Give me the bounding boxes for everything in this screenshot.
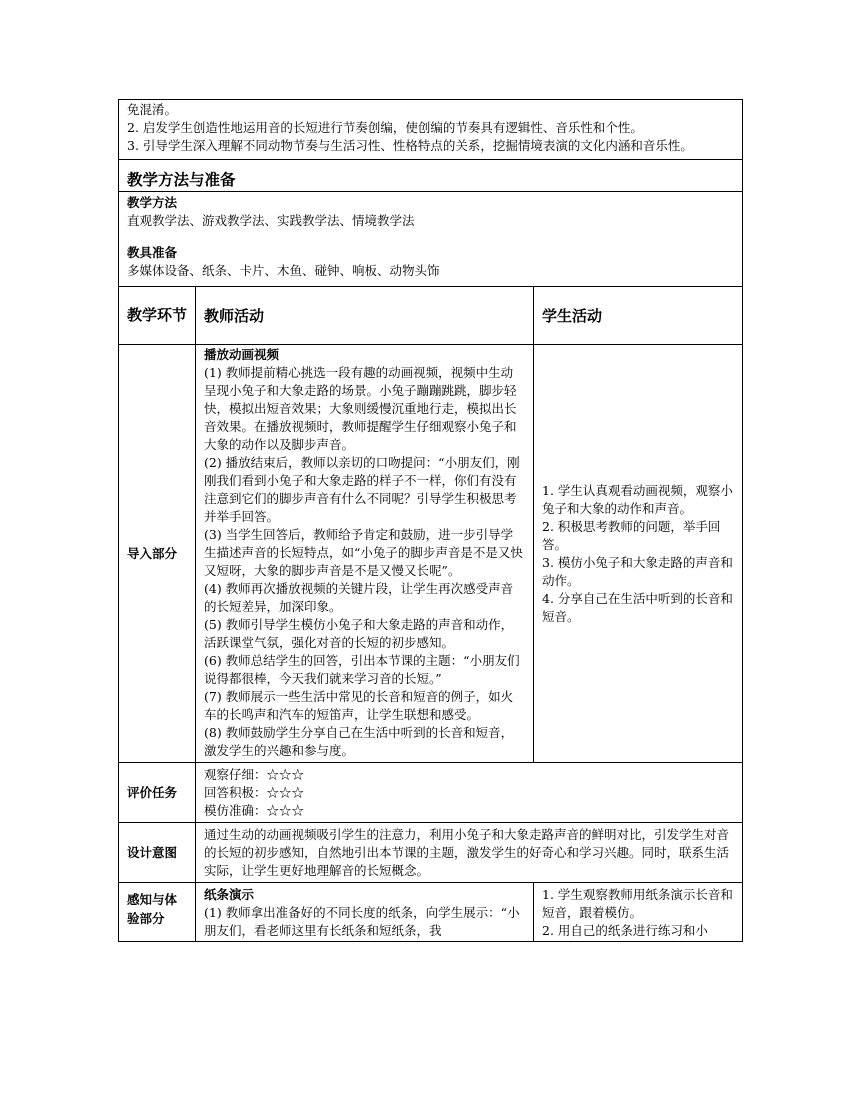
objectives-row	[119, 100, 743, 160]
intro-teacher-item: (5) 教师引导学生模仿小兔子和大象走路的声音和动作，活跃课堂气氛，强化对音的长短的初步感知。	[204, 617, 514, 650]
methods-content-row	[119, 192, 743, 287]
lesson-plan-table	[118, 99, 743, 942]
table-header-row	[119, 287, 743, 345]
methods-text: 直观教学法、游戏教学法、实践教学法、情境教学法	[127, 213, 415, 228]
intro-teacher-item: (4) 教师再次播放视频的关键片段，让学生再次感受声音的长短差异，加深印象。	[204, 581, 514, 614]
intro-student-item: 3. 模仿小兔子和大象走路的声音和动作。	[542, 554, 733, 588]
intro-label: 导入部分	[119, 345, 196, 763]
experience-label: 感知与体验部分	[119, 883, 196, 942]
intro-teacher-item: (7) 教师展示一些生活中常见的长音和短音的例子，如火车的长鸣声和汽车的短笛声，让学生联想和感受。	[204, 689, 514, 722]
evaluation-row	[119, 763, 743, 823]
stage-column-header: 教学环节	[119, 287, 196, 345]
evaluation-item: 观察仔细：☆☆☆	[204, 767, 305, 782]
experience-teacher-item: (1) 教师拿出准备好的不同长度的纸条，向学生展示：“小朋友们，看老师这里有长纸条和短纸条，我	[204, 905, 520, 938]
experience-student-item: 2. 用自己的纸条进行练习和小	[542, 923, 708, 938]
experience-student-item: 1. 学生观察教师用纸条演示长音和短音，跟着模仿。	[542, 887, 733, 920]
intro-teacher-item: (6) 教师总结学生的回答，引出本节课的主题：“小朋友们说得都很棒，今天我们就来学习音的长短。”	[204, 653, 520, 686]
objectives-line: 3. 引导学生深入理解不同动物节奏与生活习性、性格特点的关系，挖掘情境表演的文化内涵和音乐性。	[127, 138, 693, 153]
intro-teacher-title: 播放动画视频	[204, 347, 280, 362]
objectives-line: 免混淆。	[127, 102, 178, 117]
intro-teacher-item: (1) 教师提前精心挑选一段有趣的动画视频，视频中生动呈现小兔子和大象走路的场景。小兔子蹦蹦跳跳，脚步轻快，模拟出短音效果；大象则缓慢沉重地行走，模拟出长音效果。在播放视频时，教师提醒学生仔细观察小兔子和大象的动作以及脚步声音。	[204, 365, 517, 452]
intro-student-item: 2. 积极思考教师的问题，举手回答。	[542, 518, 721, 552]
evaluation-item: 模仿准确：☆☆☆	[204, 803, 305, 818]
intro-teacher-item: (8) 教师鼓励学生分享自己在生活中听到的长音和短音，激发学生的兴趣和参与度。	[204, 725, 514, 758]
methods-title-row	[119, 160, 743, 192]
intro-teacher-item: (2) 播放结束后，教师以亲切的口吻提问：“小朋友们，刚刚我们看到小兔子和大象走路的样子不一样，你们有没有注意到它们的脚步声音有什么不同呢？引导学生积极思考并举手回答。	[204, 455, 520, 524]
student-column-header: 学生活动	[534, 287, 743, 345]
lesson-plan-document	[118, 99, 742, 942]
tools-text: 多媒体设备、纸条、卡片、木鱼、碰钟、响板、动物头饰	[127, 263, 440, 278]
intro-row	[119, 345, 743, 763]
evaluation-item: 回答积极：☆☆☆	[204, 785, 305, 800]
design-label: 设计意图	[119, 823, 196, 883]
section-heading: 教学方法与准备	[127, 171, 236, 189]
design-row	[119, 823, 743, 883]
objectives-line: 2. 启发学生创造性地运用音的长短进行节奏创编，使创编的节奏具有逻辑性、音乐性和个性。	[127, 120, 643, 135]
teacher-column-header: 教师活动	[196, 287, 534, 345]
intro-teacher-item: (3) 当学生回答后，教师给予肯定和鼓励，进一步引导学生描述声音的长短特点，如“小兔子的脚步声音是不是又快又短呀，大象的脚步声音是不是又慢又长呢”。	[204, 527, 523, 578]
experience-teacher-title: 纸条演示	[204, 887, 255, 902]
experience-row	[119, 883, 743, 942]
methods-heading: 教学方法	[127, 195, 178, 210]
evaluation-label: 评价任务	[119, 763, 196, 823]
intro-student-item: 1. 学生认真观看动画视频，观察小兔子和大象的动作和声音。	[542, 482, 733, 516]
design-text: 通过生动的动画视频吸引学生的注意力，利用小兔子和大象走路声音的鲜明对比，引发学生对音的长短的初步感知，自然地引出本节课的主题，激发学生的好奇心和学习兴趣。同时，联系生活实际，让学生更好地理解音的长短概念。	[204, 827, 730, 878]
intro-student-item: 4. 分享自己在生活中听到的长音和短音。	[542, 590, 733, 624]
tools-heading: 教具准备	[127, 245, 178, 260]
